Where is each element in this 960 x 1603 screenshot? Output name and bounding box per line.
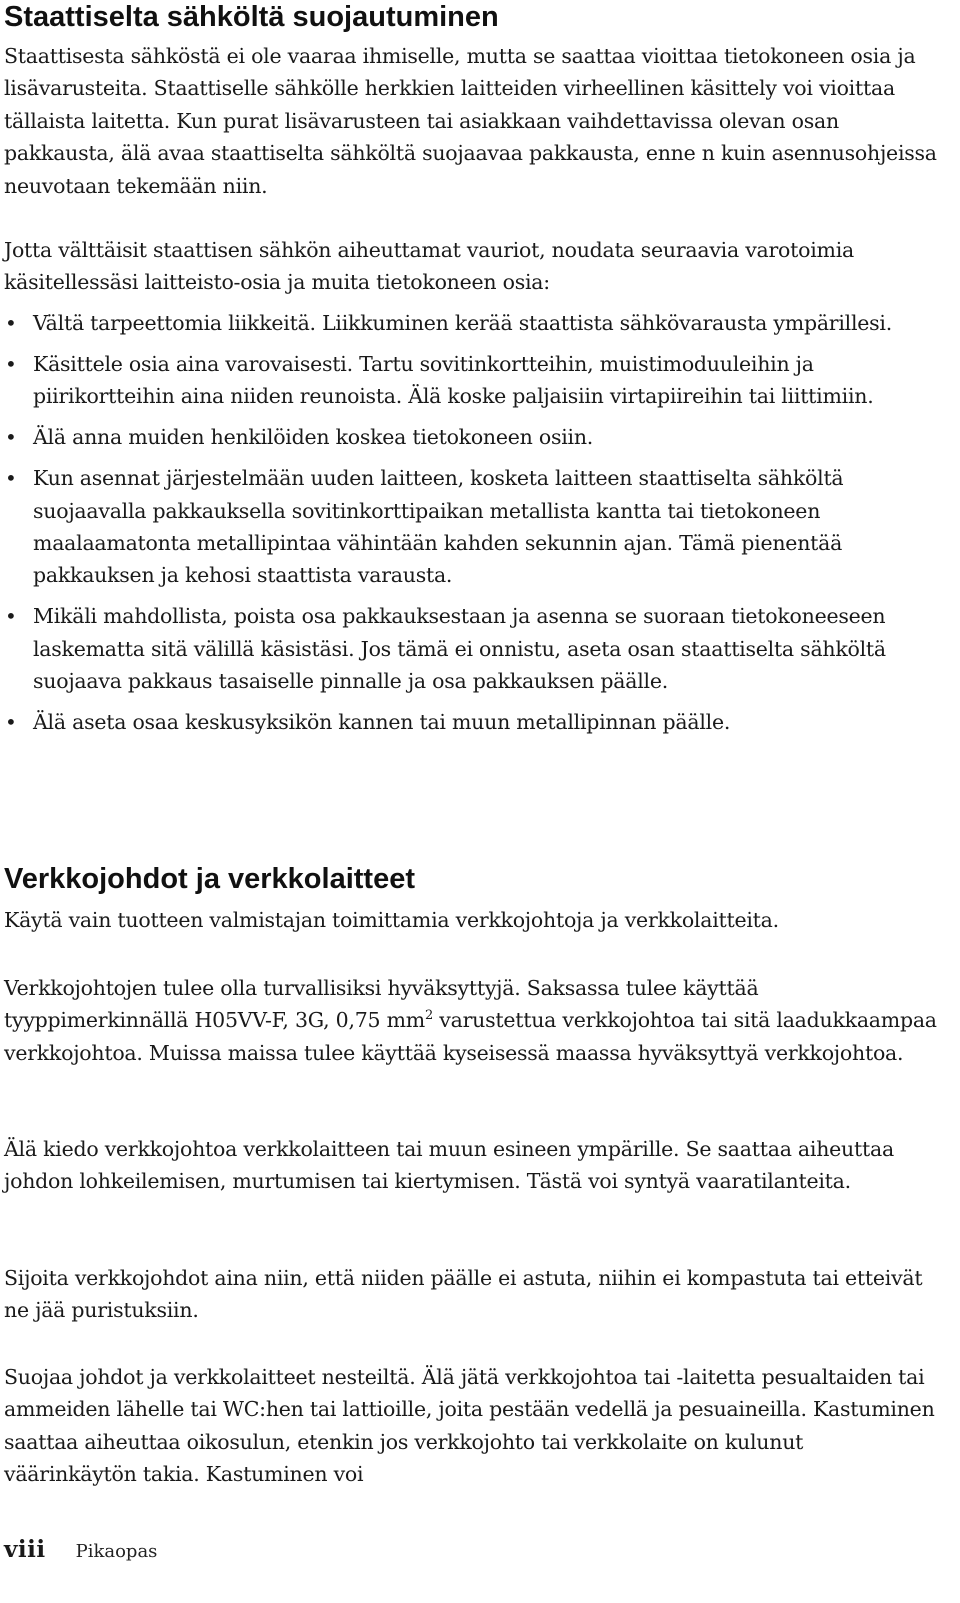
static-precautions-text: Jotta välttäisit staattisen sähkön aiheuttamat vauriot, noudata seuraavia varotoimia käsitellessäsi laitteisto-osia ja muita tietokoneen osia: bbox=[4, 238, 854, 295]
power-cord-paragraph-5 bbox=[4, 1361, 940, 1491]
static-precautions-list bbox=[4, 307, 940, 747]
book-title: Pikaopas bbox=[75, 1541, 158, 1562]
list-item-text: Älä anna muiden henkilöiden koskea tietokoneen osiin. bbox=[33, 425, 594, 450]
section-heading-power-cords: Verkkojohdot ja verkkolaitteet bbox=[4, 863, 415, 895]
bullet-icon: • bbox=[5, 466, 17, 491]
power-cord-paragraph-3 bbox=[4, 1133, 940, 1198]
power-cord-paragraph-4 bbox=[4, 1262, 940, 1327]
bullet-icon: • bbox=[5, 311, 17, 335]
static-intro-paragraph bbox=[4, 40, 940, 202]
page-footer bbox=[4, 1536, 157, 1563]
list-item bbox=[4, 600, 940, 697]
list-item bbox=[4, 421, 940, 453]
bullet-icon: • bbox=[5, 351, 17, 376]
power-cord-text-5: Suojaa johdot ja verkkolaitteet nesteiltä. Älä jätä verkkojohtoa tai -laitetta pesualtaiden tai ammeiden lähelle tai WC:hen tai lattioille, joita pestään vedellä ja pesuaineilla. Kastuminen saattaa aiheuttaa oikosulun, etenkin jos verkkojohto tai verkkolaite on kulunut väärinkäytön takia. Kastuminen voi bbox=[4, 1365, 935, 1487]
power-cord-text-2 bbox=[4, 972, 940, 1069]
page-number: viii bbox=[4, 1536, 46, 1563]
list-item bbox=[4, 462, 940, 592]
power-cord-text-3: Älä kiedo verkkojohtoa verkkolaitteen tai muun esineen ympärille. Se saattaa aiheuttaa johdon lohkeilemisen, murtumisen tai kiertymisen. Tästä voi syntyä vaaratilanteita. bbox=[4, 1137, 894, 1194]
power-cord-text-4: Sijoita verkkojohdot aina niin, että niiden päälle ei astuta, niihin ei kompastuta tai etteivät ne jää puristuksiin. bbox=[4, 1266, 923, 1323]
power-cord-paragraph-2 bbox=[4, 972, 940, 1069]
list-item-text: Käsittele osia aina varovaisesti. Tartu sovitinkortteihin, muistimoduuleihin ja piirikortteihin aina niiden reunoista. Älä koske paljaisiin virtapiireihin tai liittimiin. bbox=[33, 351, 874, 409]
power-cord-paragraph-1 bbox=[4, 904, 940, 936]
static-intro-text: Staattisesta sähköstä ei ole vaaraa ihmiselle, mutta se saattaa vioittaa tietokoneen osia ja lisävarusteita. Staattiselle sähkölle herkkien laitteiden virheellinen käsittely voi vioittaa tällaista laitetta. Kun purat lisävarusteen tai asiakkaan vaihdettavissa olevan osan pakkausta, älä avaa staattiselta sähköltä suojaavaa pakkausta, enne n kuin asennusohjeissa neuvotaan tekemään niin. bbox=[4, 44, 937, 198]
bullet-icon: • bbox=[5, 709, 17, 734]
section-heading-static-electricity: Staattiselta sähköltä suojautuminen bbox=[4, 1, 499, 33]
list-item-text: Kun asennat järjestelmään uuden laitteen, kosketa laitteen staattiselta sähköltä suojaavalla pakkauksella sovitinkorttipaikan metallista kantta tai tietokoneen maalaamatonta metallipintaa vähintään kahden sekunnin ajan. Tämä pienentää pakkauksen ja kehosi staattista varausta. bbox=[33, 466, 844, 588]
superscript-2: 2 bbox=[424, 1008, 434, 1024]
list-item-text: Älä aseta osaa keskusyksikön kannen tai muun metallipinnan päälle. bbox=[33, 709, 731, 734]
list-item bbox=[4, 348, 940, 413]
power-cord-text-2-end: varustettua verkkojohtoa tai sitä laadukkaampaa verkkojohtoa. Muissa maissa tulee käyttää kyseisessä maassa hyväksyttyä verkkojohtoa. bbox=[4, 1008, 937, 1065]
power-cord-text-1: Käytä vain tuotteen valmistajan toimittamia verkkojohtoja ja verkkolaitteita. bbox=[4, 908, 779, 932]
power-cord-text-2-start: Verkkojohtojen tulee olla turvallisiksi hyväksyttyjä. Saksassa tulee käyttää tyyppimerkinnällä H05VV-F, 3G, 0,75 mm bbox=[4, 976, 759, 1033]
list-item bbox=[4, 307, 940, 339]
list-item-text: Mikäli mahdollista, poista osa pakkauksestaan ja asenna se suoraan tietokoneeseen laskematta sitä välillä käsistäsi. Jos tämä ei onnistu, aseta osan staattiselta sähköltä suojaava pakkaus tasaiselle pinnalle ja osa pakkauksen päälle. bbox=[33, 604, 886, 694]
bullet-icon: • bbox=[5, 604, 17, 629]
bullet-icon: • bbox=[5, 425, 17, 450]
static-precautions-paragraph bbox=[4, 234, 940, 299]
list-item-text: Vältä tarpeettomia liikkeitä. Liikkuminen kerää staattista sähkövarausta ympärillesi. bbox=[33, 311, 892, 335]
list-item bbox=[4, 706, 940, 738]
